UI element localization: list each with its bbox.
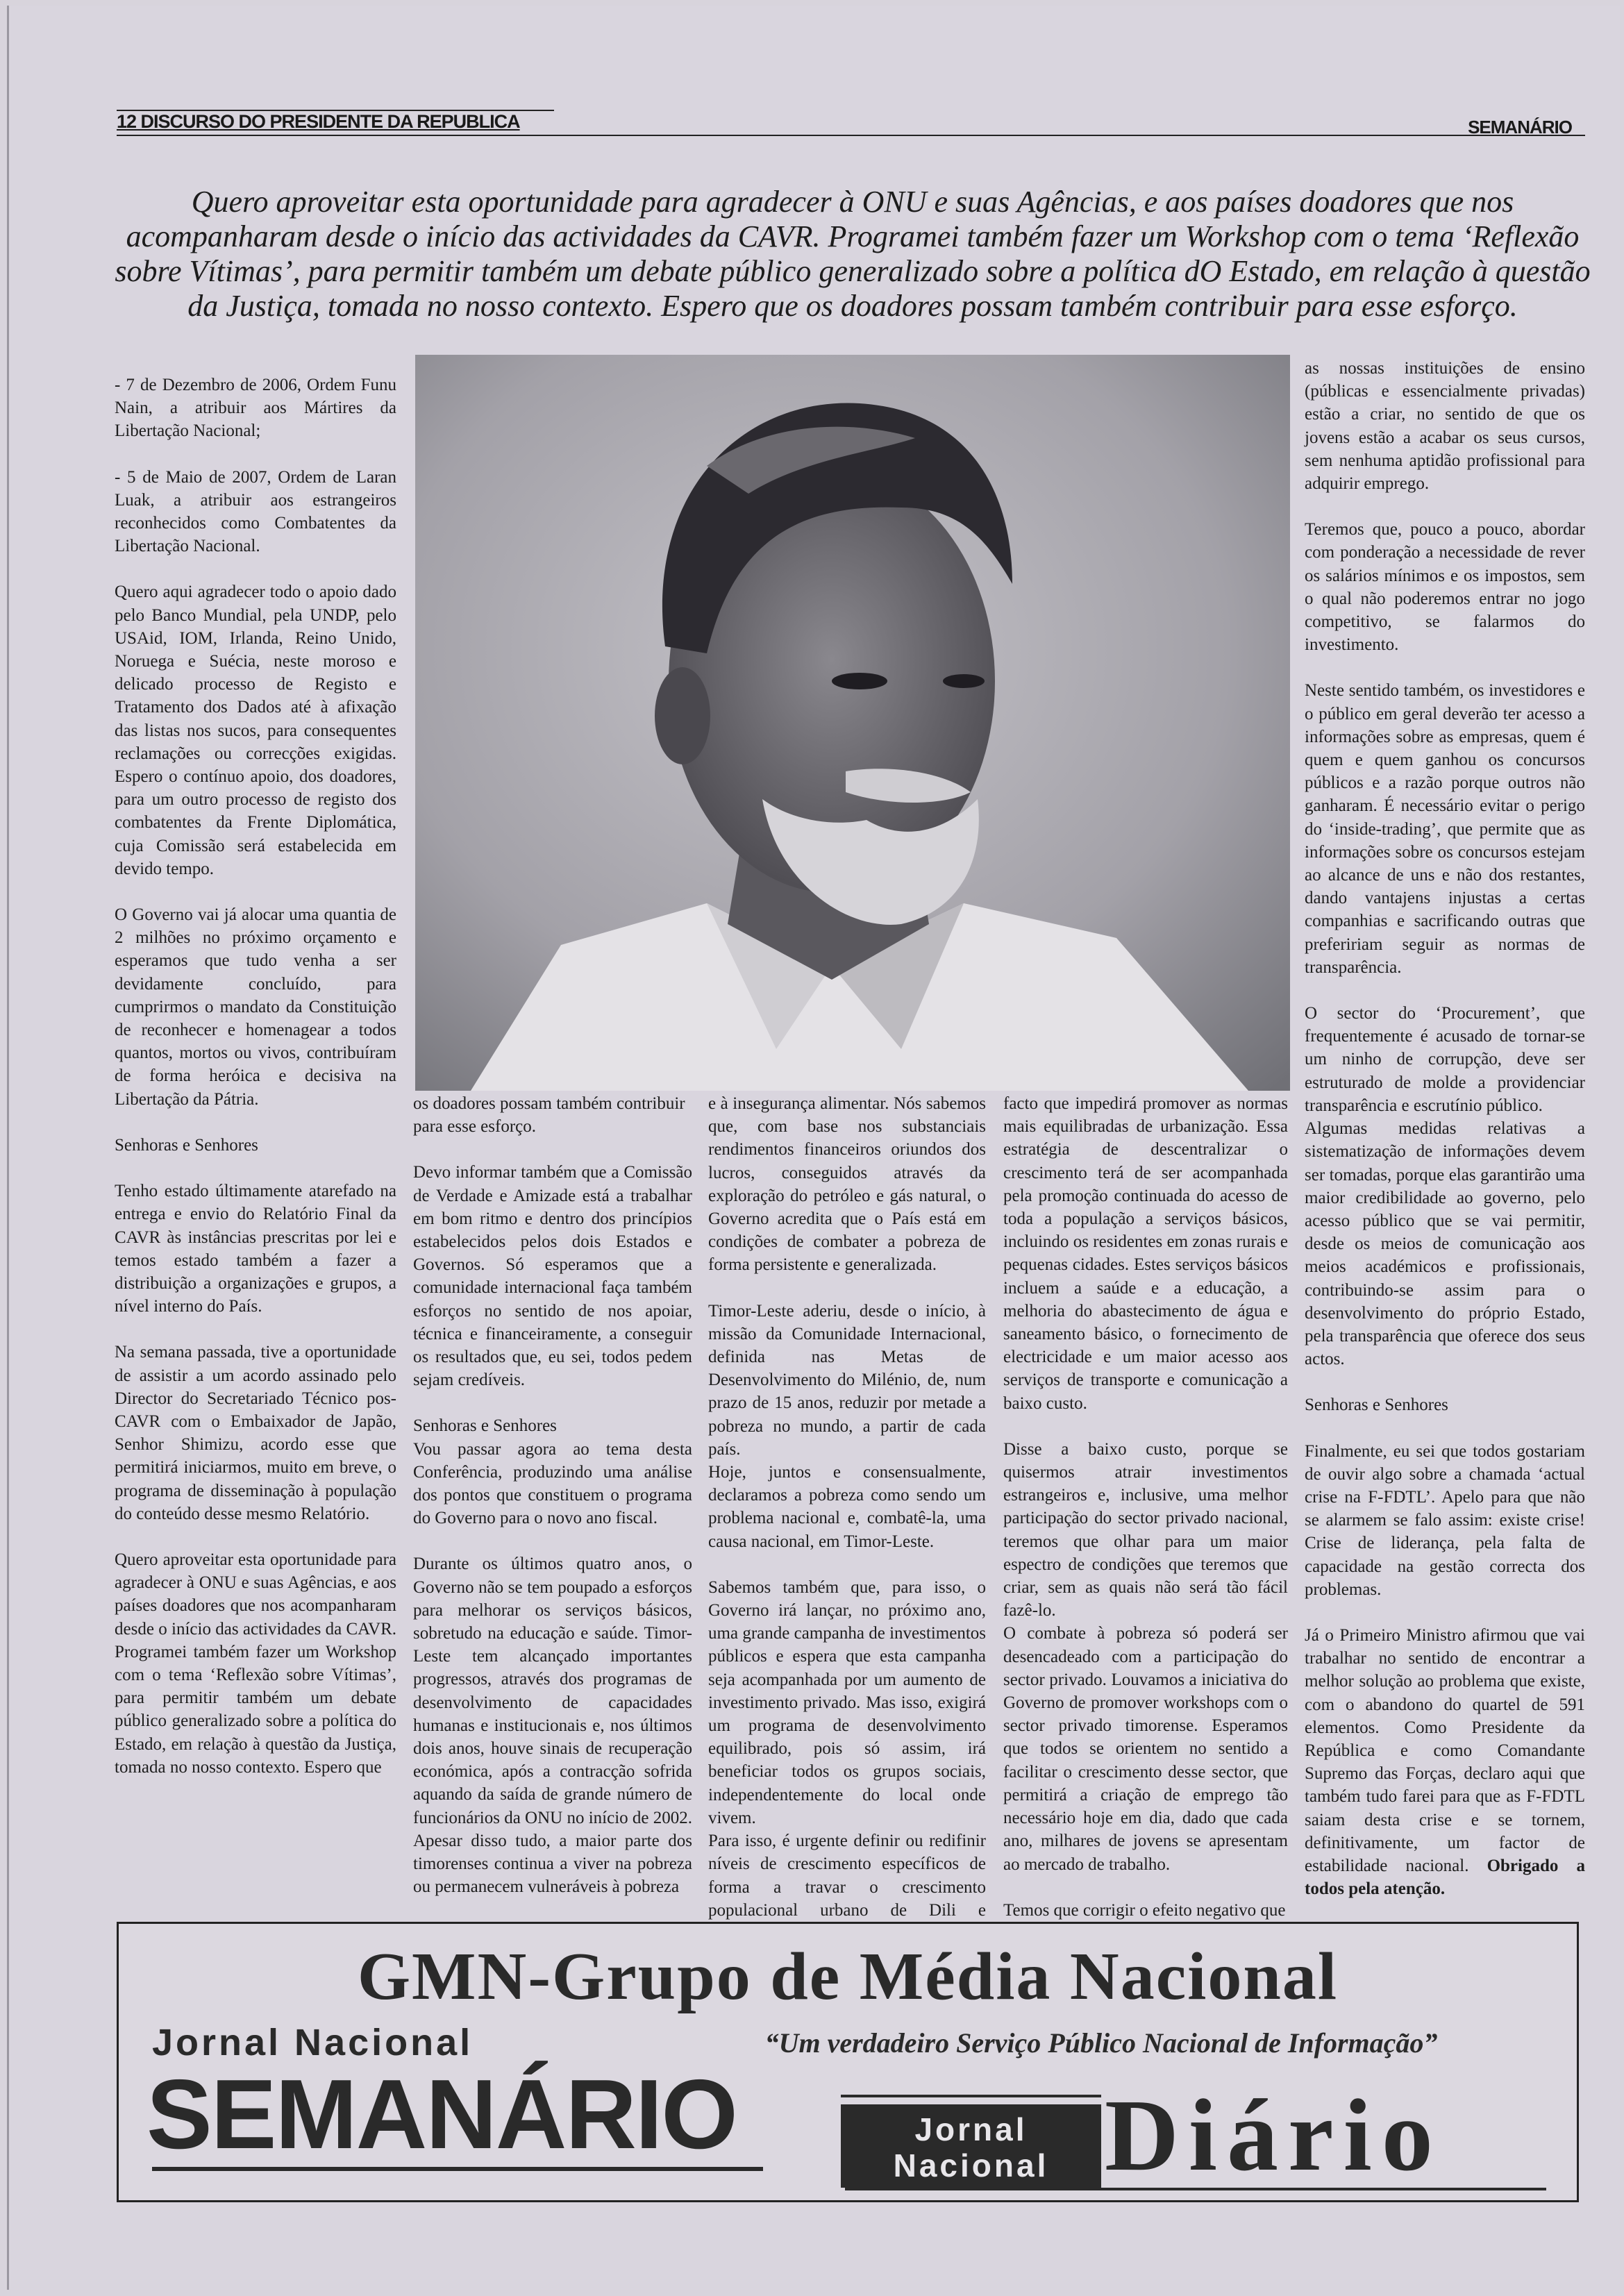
paragraph: Algumas medidas relativas a sistematização de informações devem ser tomadas, porque elas garantirão uma maior credibilidade ao governo, pelo acesso público que se vai permitir, desde os meios de comunicação aos meios académicos e profissionais, contribuindo-se assim para o desenvolvimento do próprio Estado, pela transparência que oferece dos seus actos. (1305, 1119, 1585, 1369)
paragraph (1305, 1624, 1585, 1900)
paragraph: Finalmente, eu sei que todos gostariam de ouvir algo sobre a chamada ‘actual crise na F-FDTL’. Apelo para que não se alarmem se falo assim: existe crise! Crise de liderança, pela falta de capacidade na gestão correcta dos problemas. (1305, 1441, 1585, 1599)
ad-title: GMN-Grupo de Média Nacional (357, 1939, 1339, 2014)
ad-box-line-1: Jornal (914, 2111, 1028, 2147)
closing-paragraph: Já o Primeiro Ministro afirmou que vai trabalhar no sentido de encontrar a melhor solução ao problema que existe, com o abandono do quartel de 591 elementos. Como Presidente da República e como Comandante Supremo das Forças, declaro aqui que também tudo farei para que as F-FDTL saiam desta crise e se tornem, definitivamente, um factor de estabilidade nacional. (1305, 1625, 1585, 1875)
paragraph: Timor-Leste aderiu, desde o início, à missão da Comunidade Internacional, definida nas Metas de Desenvolvimento do Milénio, de, num prazo de 15 anos, reduzir por metade a pobreza no mundo, a partir de cada país. (708, 1301, 986, 1459)
paragraph: Durante os últimos quatro anos, o Governo não se tem poupado a esforços para melhorar os serviços básicos, sobretudo na educação e saúde. Timor-Leste tem alcançado importantes progressos, através dos programas de desenvolvimento de capacidades humanas e institucionais e, nos últimos dois anos, houve sinais de recuperação económica, após a contracção sofrida aquando da saída de grande número de funcionários da ONU no início de 2002. (413, 1555, 693, 1827)
header-rule (117, 135, 1585, 136)
ad-box-line-2: Nacional (893, 2147, 1049, 2184)
paragraph: Disse a baixo custo, porque se quisermos atrair investimentos estrangeiros e, inclusive, uma melhor participação do sector privado nacional, teremos que olhar para um maior espectro de condições que teremos que criar, sem as quais não será tão fácil fazê-lo. (1003, 1439, 1288, 1620)
article-column-2 (413, 1092, 692, 1899)
ad-semanario-underline (152, 2167, 763, 2171)
subheading: Senhoras e Senhores (115, 1135, 258, 1155)
paragraph: e à insegurança alimentar. Nós sabemos que, com base nos substanciais rendimentos financeiros oriundos dos lucros, conseguidos através da exploração do petróleo e gás natural, o Governo acredita que o País está em condições de combater a pobreza de forma persistente e generalizada. (708, 1094, 986, 1275)
ad-jornal-nacional-label: Jornal Nacional (152, 2022, 474, 2063)
paragraph: - 7 de Dezembro de 2006, Ordem Funu Nain, a atribuir aos Mártires da Libertação Nacional; (115, 376, 396, 441)
paragraph: Vou passar agora ao tema desta Conferência, produzindo uma análise dos pontos que constituem o programa do Governo para o novo ano fiscal. (413, 1439, 692, 1528)
paragraph: Temos que corrigir o efeito negativo que (1003, 1900, 1286, 1920)
closing-thanks: Obrigado a todos pela atenção. (1305, 1856, 1585, 1899)
newspaper-page (7, 6, 1620, 2290)
paragraph: Tenho estado últimamente atarefado na entrega e envio do Relatório Final da CAVR às instâncias prescritas por lei e temos estado também a fazer a distribuição a organizações e grupos, a nível interno do País. (115, 1182, 396, 1316)
paragraph: O sector do ‘Procurement’, que frequentemente é acusado de tornar-se um ninho de corrupção, deve ser estruturado de molde a providenciar transparência e escrutínio público. (1305, 1004, 1585, 1115)
ad-semanario-logo: SEMANÁRIO (147, 2059, 737, 2170)
article-column-4 (1003, 1092, 1288, 1922)
ad-slogan: “Um verdadeiro Serviço Público Nacional de Informação” (764, 2027, 1438, 2059)
subheading: Senhoras e Senhores (413, 1416, 557, 1436)
paragraph: Quero aproveitar esta oportunidade para agradecer à ONU e suas Agências, e aos países doadores que nos acompanharam desde o início das actividades da CAVR. Programei também fazer um Workshop com o tema ‘Reflexão sobre Vítimas’, para permitir também um debate público generalizado sobre a política do Estado, em relação à questão da Justiça, tomada no nosso contexto. Espero que (115, 1550, 396, 1777)
ad-diario-logo: Diário (1105, 2079, 1443, 2193)
paragraph: os doadores possam também contribuir para esse esforço. (413, 1094, 685, 1137)
gmn-advertisement (117, 1922, 1579, 2202)
pull-quote: Quero aproveitar esta oportunidade para agradecer à ONU e suas Agências, e aos países doadores que nos acompanharam desde o início das actividades da CAVR. Programei também fazer um Workshop com o tema ‘Reflexão sobre Vítimas’, para permitir também um debate público generalizado sobre a política dO Estado, em relação à questão da Justiça, tomada no nosso contexto. Espero que os doadores possam também contribuir para esse esforço. (115, 185, 1591, 323)
subheading: Senhoras e Senhores (1305, 1396, 1448, 1415)
paragraph: O Governo vai já alocar uma quantia de 2 milhões no próximo orçamento e esperamos que tudo venha a ser devidamente concluído, para cumprirmos o mandato da Constituição de reconhecer e homenagear a todos quantos, mortos ou vivos, contribuíram de forma heróica e decisiva na Libertação da Pátria. (115, 905, 396, 1109)
section-header: 12 DISCURSO DO PRESIDENTE DA REPUBLICA (117, 111, 520, 132)
article-column-3 (708, 1092, 986, 1945)
paragraph: O combate à pobreza só poderá ser desencadeado com a participação do sector privado. Louvamos a iniciativa do Governo de promover workshops com o sector privado timorense. Esperamos que todos se orientem no sentido a facilitar o crescimento desse sector, que permitirá a criação de emprego tão necessário hoje em dia, dado que cada ano, milhares de jovens se apresentam ao mercado de trabalho. (1003, 1624, 1288, 1874)
paragraph: - 5 de Maio de 2007, Ordem de Laran Luak, a atribuir aos estrangeiros reconhecidos como Combatentes da Libertação Nacional. (115, 467, 396, 556)
article-column-5 (1305, 357, 1585, 1900)
publication-header: SEMANÁRIO (1468, 117, 1572, 137)
ad-diario-underline (845, 2188, 1546, 2190)
paragraph: Neste sentido também, os investidores e o público em geral deverão ter acesso a informações sobre as empresas, quem é quem e quem ganhou os concursos públicos e a razão porque outros não ganharam. É necessário evitar o perigo do ‘inside-trading’, que permite que as informações sobre os concursos estejam ao alcance de uns e não dos restantes, dando vantajens injustas a certas companhias e sacrificando outras que prefeririam seguir as normas de transparência. (1305, 681, 1585, 977)
paragraph: facto que impedirá promover as normas mais equilibradas de urbanização. Essa estratégia de descentralizar o crescimento terá de ser acompanhada pela promoção continuada do acesso de toda a população a serviços básicos, incluindo os residentes em zonas rurais e pequenas cidades. Estes serviços básicos incluem a saúde e a educação, a melhoria do abastecimento de água e saneamento básico, o fornecimento de electricidade e um maior acesso aos serviços de transporte e comunicação a baixo custo. (1003, 1094, 1288, 1413)
article-column-1 (115, 374, 396, 1779)
paragraph: Hoje, juntos e consensualmente, declaramos a pobreza como sendo um problema nacional e, combatê-la, uma causa nacional, em Timor-Leste. (708, 1463, 986, 1551)
paragraph: Na semana passada, tive a oportunidade de assistir a um acordo assinado pelo Director do Secretariado Técnico pos-CAVR com o Embaixador de Japão, Senhor Shimizu, acordo esse que permitirá iniciarmos, muito em breve, o programa de disseminação à população do conteúdo desse mesmo Relatório. (115, 1343, 396, 1523)
paragraph: Para isso, é urgente definir ou redifinir níveis de crescimento específicos de forma a travar o crescimento populacional urbano de Dili e (708, 1832, 986, 1920)
president-portrait-photo (415, 355, 1290, 1091)
paragraph: Devo informar também que a Comissão de Verdade e Amizade está a trabalhar em bom ritmo e dentro dos princípios estabelecidos pelos dois Estados e Governos. Só esperamos que a comunidade internacional faça também esforços no sentido de nos apoiar, técnica e financeiramente, a conseguir os resultados que, eu sei, todos pedem sejam credíveis. (413, 1163, 692, 1390)
paragraph: Apesar disso tudo, a maior parte dos timorenses continua a viver na pobreza ou permanecem vulneráveis à pobreza (413, 1831, 692, 1897)
portrait-illustration (415, 355, 1290, 1091)
paragraph: Sabemos também que, para isso, o Governo irá lançar, no próximo ano, uma grande campanha de investimentos públicos e espera que esta campanha seja acompanhada por um aumento de investimento privado. Mas isso, exigirá um programa de desenvolvimento equilibrado, pois só assim, irá beneficiar todos os grupos sociais, independentemente do local onde vivem. (708, 1577, 986, 1827)
paragraph: Teremos que, pouco a pouco, abordar com ponderação a necessidade de rever os salários mínimos e os impostos, sem o qual não poderemos entrar no jogo competitivo, se falarmos do investimento. (1305, 520, 1585, 655)
paragraph: Quero aqui agradecer todo o apoio dado pelo Banco Mundial, pela UNDP, pelo USAid, IOM, Irlanda, Reino Unido, Noruega e Suécia, neste moroso e delicado processo de Registo e Tratamento dos Dados até à afixação das listas nos sucos, para consequentes reclamações ou correcções exigidas. Espero o contínuo apoio, dos doadores, para um outro processo de registo dos combatentes da Frente Diplomática, cuja Comissão será estabelecida em devido tempo. (115, 583, 396, 878)
paragraph: as nossas instituições de ensino (públicas e essencialmente privadas) estão a criar, no sentido de que os jovens estão a acabar os seus cursos, sem nenhuma aptidão profissional para adquirir emprego. (1305, 359, 1585, 494)
ad-jornal-nacional-box (841, 2106, 1101, 2188)
